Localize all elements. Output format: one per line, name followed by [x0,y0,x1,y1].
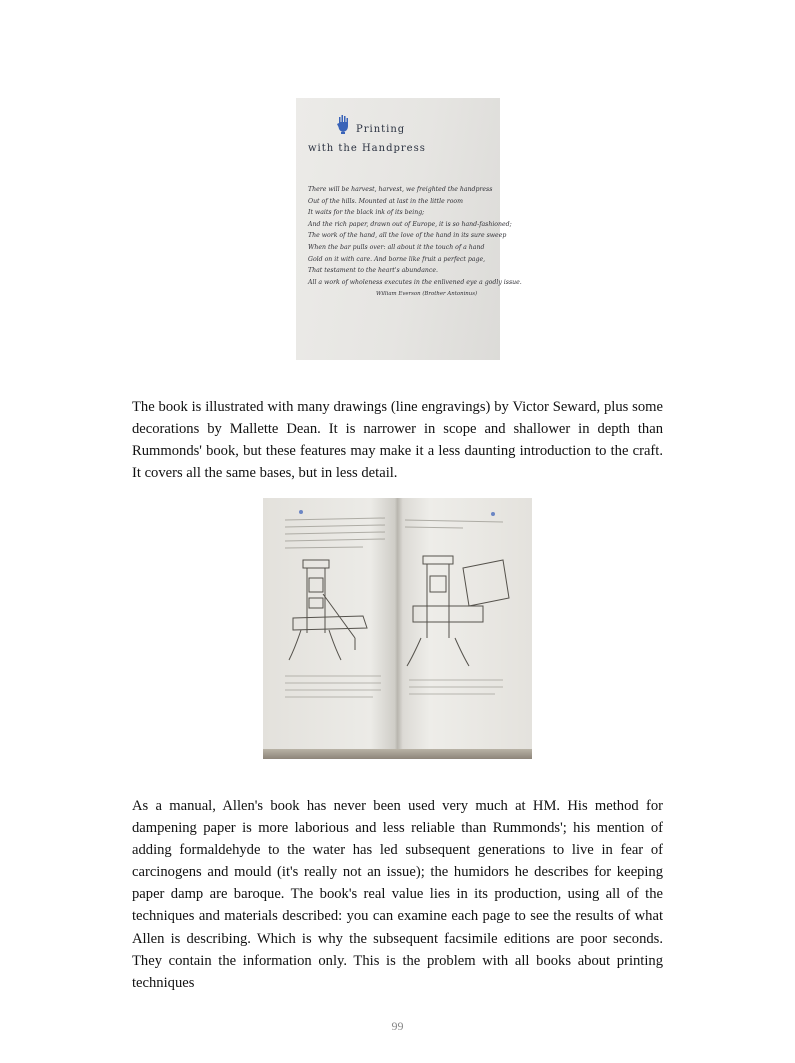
poem-signature: William Everson (Brother Antoninus) [376,291,478,298]
page-number: 99 [391,1019,404,1033]
poem-line: There will be harvest, harvest, we freighted the handpress [308,186,493,193]
title-line-2: with the Handpress [308,143,426,154]
title-line-1: Printing [356,124,406,135]
poem-line: It waits for the black ink of its being; [308,209,425,217]
open-book-photo [263,498,532,759]
poem-line: When the bar pulls over: all about it the touch of a hand [308,243,485,251]
poem-line: All a work of wholeness executes in the enlivened eye a godly issue. [308,278,522,286]
body-paragraph-2: As a manual, Allen's book has never been used very much at HM. His method for dampening paper is more laborious and less reliable than Rummonds'; his mention of adding formaldehyde to the water has led subsequent generations to live in fear of carcinogens and mould (it's really not an issue); the humidors he describes for keeping paper damp are baroque. The book's real value lies in its production, using all of the techniques and materials described: you can examine each page to see the results of what Allen is describing. Which is why the subsequent facsimile editions are poor seconds. They contain the information only. This is the problem with all books about printing techniques [132,798,663,991]
poem-line: The work of the hand, all the love of the hand in its sure sweep [308,232,507,240]
poem-line: That testament to the heart's abundance. [308,267,438,275]
poem-line: Gold on it with care. And borne like fruit a perfect page, [308,255,486,263]
hand-press-logo [336,114,350,134]
poem-line: Out of the hills. Mounted at last in the little room [308,197,464,205]
body-paragraph-1: The book is illustrated with many drawings (line engravings) by Victor Seward, plus some decorations by Mallette Dean. It is narrower in scope and shallower in depth than Rummonds' book, but these features may make it a less daunting introduction to the craft. It covers all the same bases, but in less detail. [132,399,663,482]
book-edge [263,749,532,759]
press-engravings-illustration [263,498,532,759]
title-page-photo [296,98,522,360]
poem-text [308,184,522,301]
poem-line: And the rich paper, drawn out of Europe, it is so hand-fashioned; [308,220,512,228]
